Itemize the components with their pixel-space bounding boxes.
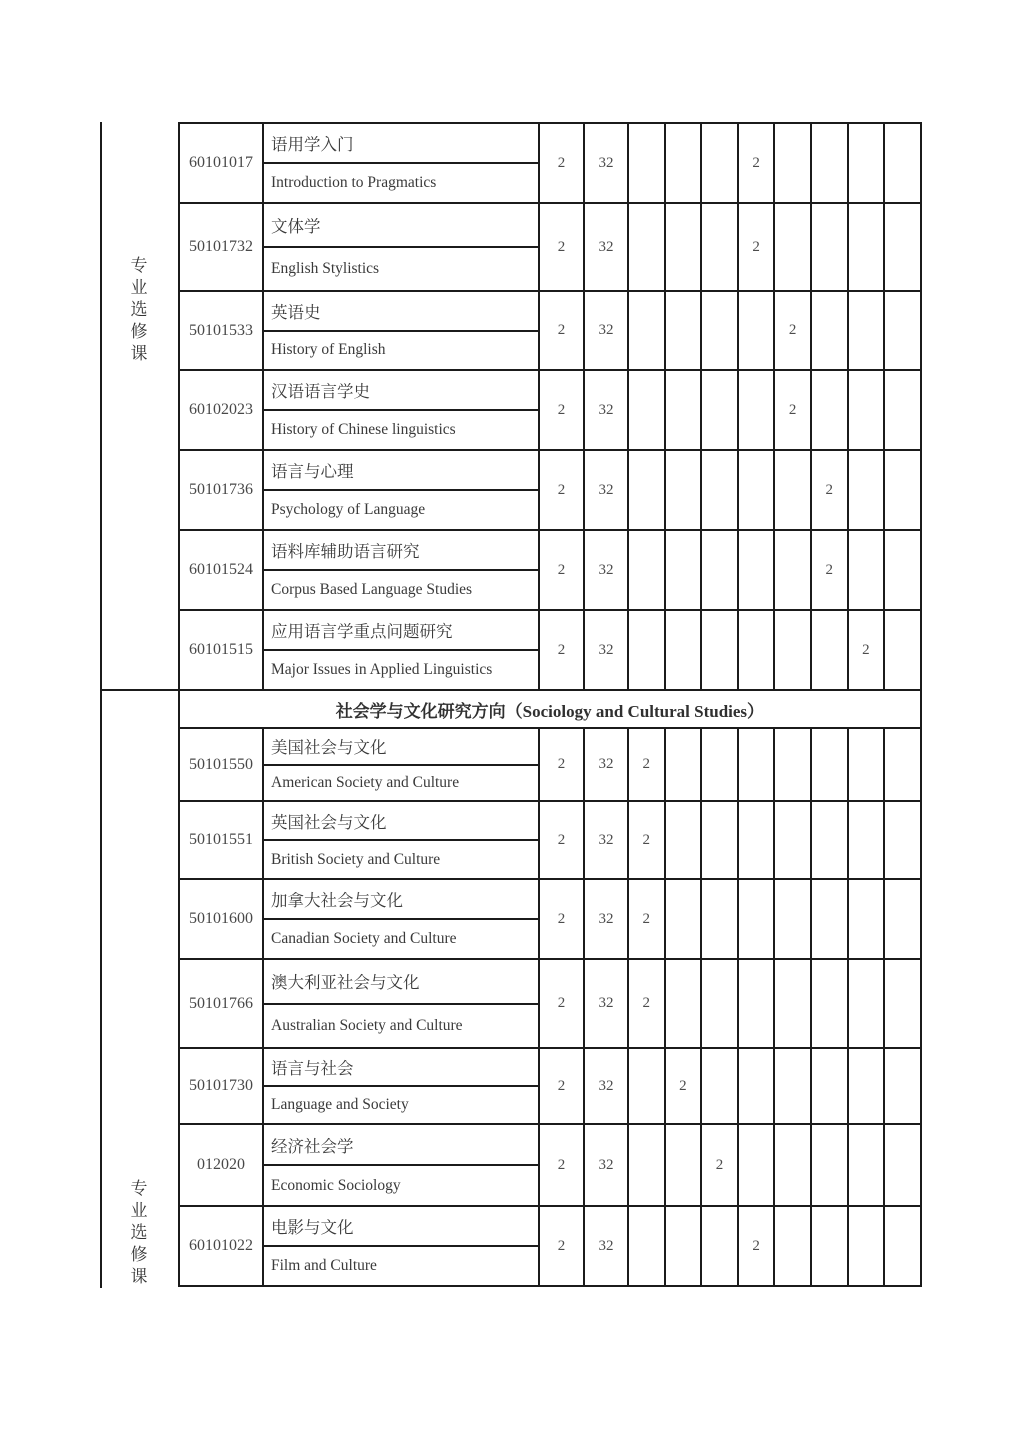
course-name-cell [264, 611, 540, 691]
sem-1-cell: 2 [629, 802, 666, 880]
course-name-cell [264, 292, 540, 371]
sem-4-cell [739, 292, 776, 371]
course-code: 50101736 [180, 451, 264, 531]
sem-4-cell [739, 611, 776, 691]
sem-3-cell [702, 1049, 739, 1125]
curriculum-table-page [100, 122, 922, 1288]
course-name-zh: 经济社会学 [264, 1125, 538, 1166]
course-name-zh: 语言与社会 [264, 1049, 538, 1087]
course-name-en: Introduction to Pragmatics [271, 174, 437, 191]
sem-8-cell [885, 1049, 922, 1125]
course-name-cell [264, 802, 540, 880]
course-hours: 32 [585, 611, 629, 691]
course-name-zh: 加拿大社会与文化 [264, 880, 538, 920]
course-name-zh: 英语史 [264, 292, 538, 332]
course-grid [178, 122, 922, 1287]
course-name-zh: 电影与文化 [264, 1207, 538, 1247]
sem-2-cell [666, 1125, 703, 1207]
sem-5-cell [775, 1049, 812, 1125]
course-credits: 2 [540, 292, 585, 371]
sem-3-cell [702, 451, 739, 531]
sem-7-cell [849, 124, 886, 204]
sem-5-cell [775, 451, 812, 531]
course-code: 50101551 [180, 802, 264, 880]
course-hours: 32 [585, 204, 629, 292]
category-label-elective-2 [100, 1178, 178, 1288]
course-credits: 2 [540, 371, 585, 451]
sem-2-cell [666, 204, 703, 292]
sem-7-cell [849, 531, 886, 611]
sem-5-cell [775, 1125, 812, 1207]
category-label-text: 专业选修课 [130, 1179, 148, 1286]
sem-3-cell [702, 371, 739, 451]
course-code: 60101022 [180, 1207, 264, 1287]
sem-2-cell [666, 729, 703, 802]
sem-5-cell [775, 960, 812, 1049]
sem-7-cell [849, 960, 886, 1049]
sem-6-cell [812, 204, 849, 292]
sem-3-cell [702, 1207, 739, 1287]
sem-4-cell [739, 1125, 776, 1207]
course-name-en: Canadian Society and Culture [271, 930, 457, 947]
sem-8-cell [885, 880, 922, 960]
sem-7-cell [849, 1207, 886, 1287]
sem-4-cell [739, 880, 776, 960]
sem-1-cell [629, 531, 666, 611]
sem-1-cell [629, 292, 666, 371]
course-name-cell [264, 124, 540, 204]
sem-5-cell [775, 1207, 812, 1287]
course-code: 60101515 [180, 611, 264, 691]
sem-5-cell [775, 531, 812, 611]
sem-7-cell [849, 451, 886, 531]
course-code: 50101533 [180, 292, 264, 371]
sem-3-cell [702, 292, 739, 371]
sem-2-cell [666, 124, 703, 204]
course-name-cell [264, 880, 540, 960]
course-name-cell [264, 451, 540, 531]
section-header-sociology-cultural-studies: 社会学与文化研究方向（Sociology and Cultural Studies） [180, 691, 922, 729]
course-name-en: American Society and Culture [271, 773, 460, 791]
course-name-cell [264, 531, 540, 611]
course-credits: 2 [540, 204, 585, 292]
course-hours: 32 [585, 371, 629, 451]
course-hours: 32 [585, 124, 629, 204]
sem-1-cell: 2 [629, 880, 666, 960]
course-credits: 2 [540, 1125, 585, 1207]
sem-2-cell [666, 1207, 703, 1287]
sem-6-cell [812, 960, 849, 1049]
sem-5-cell [775, 124, 812, 204]
course-name-en: Psychology of Language [271, 501, 426, 518]
course-credits: 2 [540, 531, 585, 611]
sem-7-cell [849, 204, 886, 292]
sem-1-cell [629, 611, 666, 691]
course-code: 50101730 [180, 1049, 264, 1125]
course-name-en: British Society and Culture [271, 850, 441, 868]
course-hours: 32 [585, 880, 629, 960]
sem-8-cell [885, 802, 922, 880]
course-name-zh: 澳大利亚社会与文化 [264, 960, 538, 1005]
course-name-zh: 语用学入门 [264, 124, 538, 164]
sem-1-cell [629, 124, 666, 204]
course-credits: 2 [540, 1049, 585, 1125]
sem-7-cell [849, 371, 886, 451]
sem-1-cell [629, 1125, 666, 1207]
sem-2-cell [666, 880, 703, 960]
course-name-zh: 文体学 [264, 204, 538, 248]
sem-2-cell [666, 802, 703, 880]
sem-6-cell [812, 802, 849, 880]
sem-4-cell [739, 1049, 776, 1125]
sem-3-cell [702, 611, 739, 691]
course-code: 50101766 [180, 960, 264, 1049]
sem-8-cell [885, 960, 922, 1049]
sem-2-cell: 2 [666, 1049, 703, 1125]
course-name-en: Australian Society and Culture [271, 1016, 463, 1034]
sem-8-cell [885, 124, 922, 204]
category-section-divider [100, 689, 180, 691]
course-name-cell [264, 204, 540, 292]
sem-6-cell [812, 611, 849, 691]
course-hours: 32 [585, 1207, 629, 1287]
sem-4-cell [739, 729, 776, 802]
sem-3-cell [702, 960, 739, 1049]
course-name-cell [264, 1207, 540, 1287]
course-code: 60101524 [180, 531, 264, 611]
course-name-en: English Stylistics [271, 260, 380, 277]
sem-7-cell [849, 802, 886, 880]
sem-1-cell [629, 204, 666, 292]
course-code: 50101550 [180, 729, 264, 802]
sem-6-cell [812, 880, 849, 960]
course-code: 60101017 [180, 124, 264, 204]
course-name-zh: 语言与心理 [264, 451, 538, 491]
course-name-en: Film and Culture [271, 1257, 377, 1274]
course-name-cell [264, 1125, 540, 1207]
course-code: 60102023 [180, 371, 264, 451]
course-credits: 2 [540, 880, 585, 960]
sem-1-cell [629, 1049, 666, 1125]
course-credits: 2 [540, 1207, 585, 1287]
sem-3-cell [702, 531, 739, 611]
course-hours: 32 [585, 802, 629, 880]
sem-2-cell [666, 451, 703, 531]
sem-1-cell [629, 1207, 666, 1287]
sem-8-cell [885, 729, 922, 802]
sem-8-cell [885, 1207, 922, 1287]
sem-5-cell [775, 204, 812, 292]
course-name-cell [264, 729, 540, 802]
course-hours: 32 [585, 729, 629, 802]
sem-2-cell [666, 531, 703, 611]
course-name-en: Major Issues in Applied Linguistics [271, 661, 493, 678]
sem-7-cell [849, 1125, 886, 1207]
sem-6-cell: 2 [812, 531, 849, 611]
course-code: 50101600 [180, 880, 264, 960]
sem-6-cell [812, 729, 849, 802]
sem-3-cell: 2 [702, 1125, 739, 1207]
sem-8-cell [885, 611, 922, 691]
sem-4-cell [739, 371, 776, 451]
sem-7-cell [849, 292, 886, 371]
course-credits: 2 [540, 611, 585, 691]
sem-1-cell [629, 451, 666, 531]
sem-3-cell [702, 802, 739, 880]
course-hours: 32 [585, 531, 629, 611]
course-code: 012020 [180, 1125, 264, 1207]
sem-4-cell [739, 531, 776, 611]
course-code: 50101732 [180, 204, 264, 292]
sem-5-cell [775, 611, 812, 691]
sem-8-cell [885, 204, 922, 292]
course-name-zh: 英国社会与文化 [264, 802, 538, 841]
sem-7-cell [849, 880, 886, 960]
sem-5-cell [775, 880, 812, 960]
course-hours: 32 [585, 1125, 629, 1207]
sem-4-cell [739, 960, 776, 1049]
course-credits: 2 [540, 729, 585, 802]
sem-8-cell [885, 371, 922, 451]
course-hours: 32 [585, 1049, 629, 1125]
sem-4-cell [739, 451, 776, 531]
sem-1-cell: 2 [629, 960, 666, 1049]
course-name-en: History of Chinese linguistics [271, 421, 456, 438]
course-name-zh: 美国社会与文化 [264, 729, 538, 766]
course-name-en: Economic Sociology [271, 1176, 401, 1194]
sem-6-cell [812, 371, 849, 451]
sem-5-cell: 2 [775, 371, 812, 451]
sem-3-cell [702, 880, 739, 960]
course-credits: 2 [540, 802, 585, 880]
sem-3-cell [702, 729, 739, 802]
course-credits: 2 [540, 451, 585, 531]
sem-2-cell [666, 960, 703, 1049]
sem-5-cell [775, 729, 812, 802]
sem-5-cell: 2 [775, 292, 812, 371]
sem-8-cell [885, 451, 922, 531]
sem-1-cell [629, 371, 666, 451]
sem-8-cell [885, 292, 922, 371]
course-name-zh: 应用语言学重点问题研究 [264, 611, 538, 651]
sem-7-cell [849, 1049, 886, 1125]
course-hours: 32 [585, 451, 629, 531]
course-name-cell [264, 1049, 540, 1125]
sem-7-cell [849, 729, 886, 802]
sem-6-cell [812, 1049, 849, 1125]
sem-5-cell [775, 802, 812, 880]
sem-4-cell [739, 802, 776, 880]
course-credits: 2 [540, 960, 585, 1049]
course-name-zh: 语料库辅助语言研究 [264, 531, 538, 571]
sem-8-cell [885, 1125, 922, 1207]
sem-7-cell: 2 [849, 611, 886, 691]
sem-4-cell: 2 [739, 124, 776, 204]
sem-6-cell: 2 [812, 451, 849, 531]
sem-3-cell [702, 124, 739, 204]
sem-4-cell: 2 [739, 204, 776, 292]
course-name-en: Corpus Based Language Studies [271, 581, 473, 598]
sem-2-cell [666, 371, 703, 451]
course-hours: 32 [585, 292, 629, 371]
course-name-cell [264, 960, 540, 1049]
sem-2-cell [666, 292, 703, 371]
sem-1-cell: 2 [629, 729, 666, 802]
course-name-en: Language and Society [271, 1096, 409, 1113]
course-credits: 2 [540, 124, 585, 204]
sem-6-cell [812, 1207, 849, 1287]
sem-8-cell [885, 531, 922, 611]
category-label-elective-1 [100, 255, 178, 365]
course-name-en: History of English [271, 341, 386, 359]
sem-6-cell [812, 1125, 849, 1207]
sem-4-cell: 2 [739, 1207, 776, 1287]
course-name-cell [264, 371, 540, 451]
sem-3-cell [702, 204, 739, 292]
course-name-zh: 汉语语言学史 [264, 371, 538, 411]
category-label-text: 专业选修课 [130, 256, 148, 363]
sem-2-cell [666, 611, 703, 691]
sem-6-cell [812, 292, 849, 371]
sem-6-cell [812, 124, 849, 204]
course-hours: 32 [585, 960, 629, 1049]
